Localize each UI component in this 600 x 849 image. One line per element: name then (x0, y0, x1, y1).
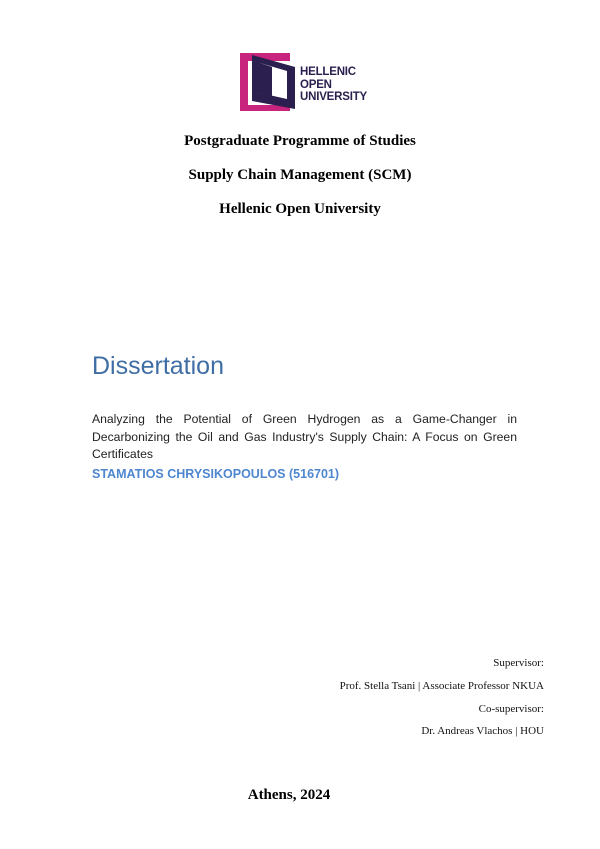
logo-line-2: OPEN (300, 78, 332, 91)
course-heading: Supply Chain Management (SCM) (188, 167, 412, 183)
author-name: STAMATIOS CHRYSIKOPOULOS (516701) (92, 467, 340, 481)
logo-line-1: HELLENIC (300, 66, 356, 78)
logo-line-3: UNIVERSITY (300, 91, 368, 103)
supervisor-label: Supervisor: (493, 657, 544, 669)
university-heading: Hellenic Open University (219, 201, 381, 217)
supervisor-name: Prof. Stella Tsani | Associate Professor NKUA (339, 680, 544, 692)
logo-wordmark (300, 66, 367, 104)
cosupervisor-label: Co-supervisor: (478, 703, 544, 715)
dissertation-label: Dissertation (92, 352, 224, 380)
cosupervisor-name: Dr. Andreas Vlachos | HOU (421, 725, 544, 737)
dissertation-title: Analyzing the Potential of Green Hydrogen as a Game-Changer in Decarbonizing the Oil and Gas Industry's Supply Chain: A Focus on Green Certificates (92, 412, 517, 461)
place-date: Athens, 2024 (247, 787, 331, 803)
programme-heading: Postgraduate Programme of Studies (184, 133, 416, 149)
